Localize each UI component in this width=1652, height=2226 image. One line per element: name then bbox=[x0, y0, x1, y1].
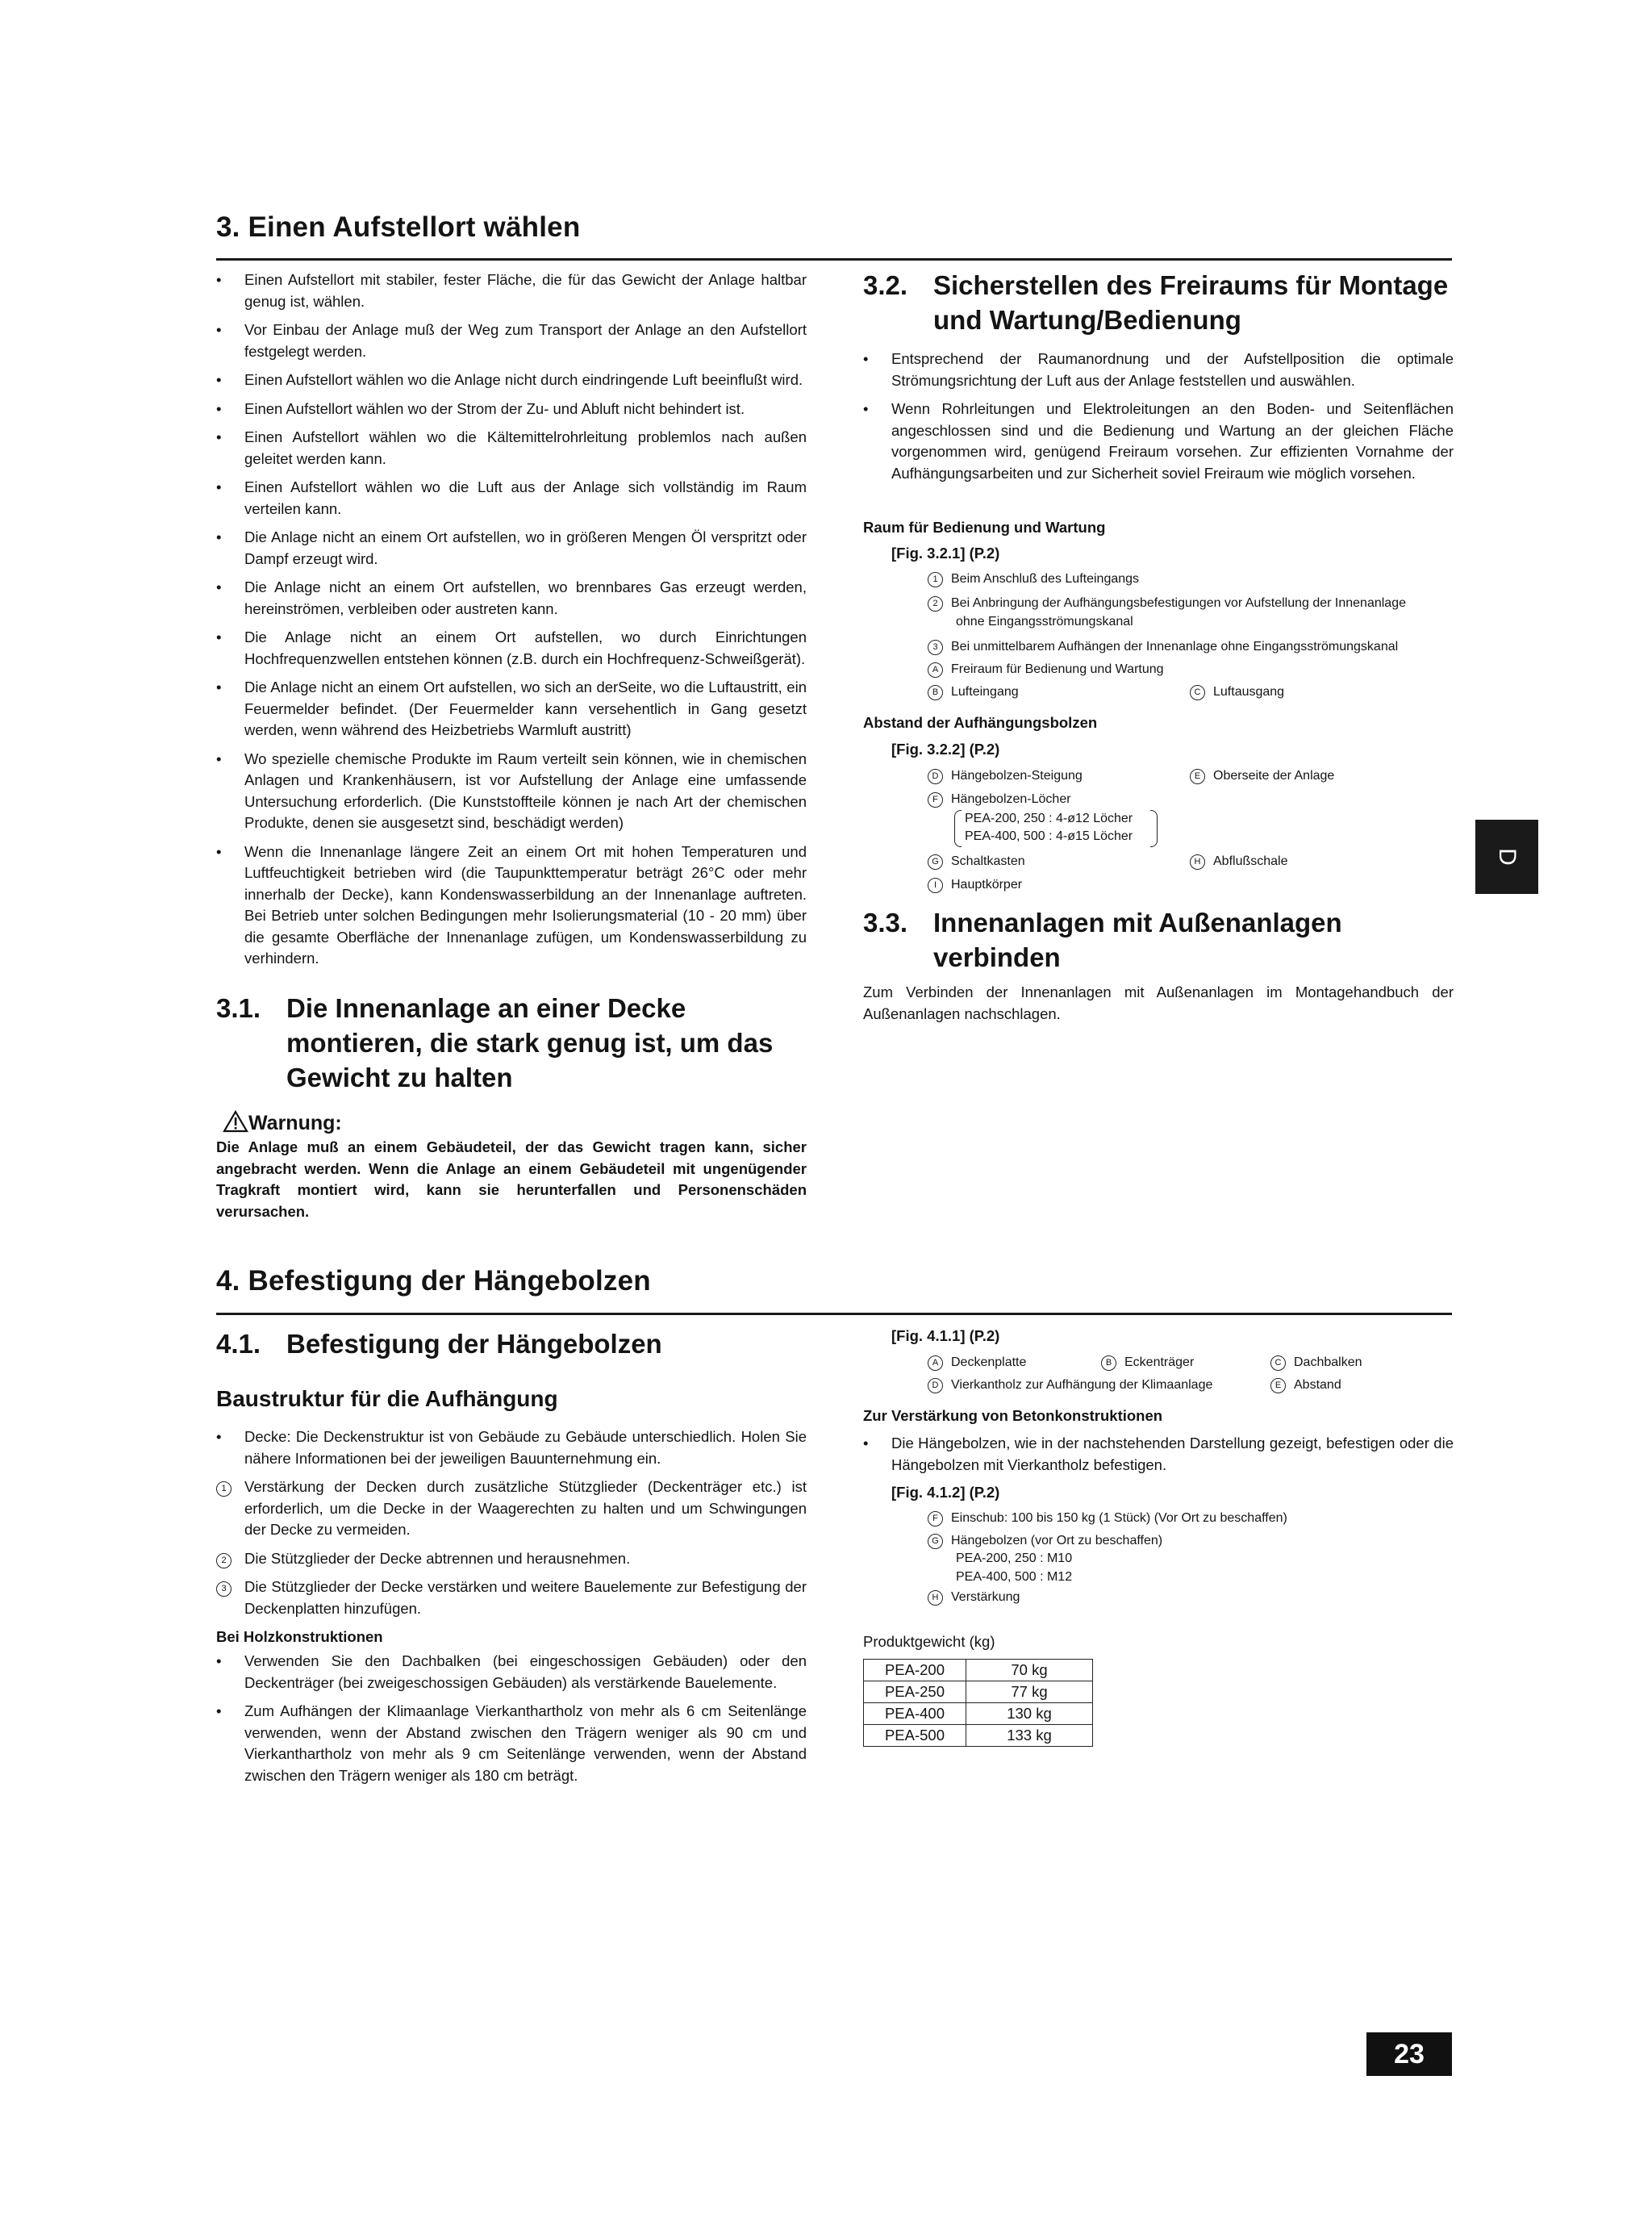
legend-item: B Eckenträger bbox=[1101, 1354, 1194, 1372]
legend-item: D Vierkantholz zur Aufhängung der Klimaanlage bbox=[928, 1376, 1212, 1394]
circled-marker-icon: F bbox=[928, 792, 943, 808]
list-item: • Wenn die Innenanlage längere Zeit an einem Ort mit hohen Temperaturen und Luftfeuchtigkeit betrieben wird (die Taupunkttemperatur beträgt 26°C oder mehr innerhalb der Decke), kann Kondenswasserbildung an der Innenanlage auftreten. Bei Betrieb unter solchen Bedingungen mehr Isolierungsmaterial (10 - 20 mm) über die gesamte Oberfläche der Innenanlage zufügen, um Kondenswasserbildung zu verhindern. bbox=[216, 842, 807, 967]
section-3-bullet-list bbox=[216, 269, 807, 977]
list-item: • Die Anlage nicht an einem Ort aufstellen, wo in größeren Mengen Öl verspritzt oder Dampf erzeugt wird. bbox=[216, 528, 807, 567]
suspension-structure-heading: Baustruktur für die Aufhängung bbox=[216, 1386, 558, 1411]
legend-item: 3 Bei unmittelbarem Aufhängen der Innenanlage ohne Eingangsströmungskanal bbox=[928, 638, 1398, 656]
list-item: • Einen Aufstellort wählen wo die Anlage nicht durch eindringende Luft beeinflußt wird. bbox=[216, 371, 803, 388]
list-item: 3 Die Stützglieder der Decke verstärken und weitere Bauelemente zur Befestigung der Deckenplatten hinzufügen. bbox=[216, 1577, 807, 1619]
table-row bbox=[864, 1660, 1093, 1681]
list-item: • Wo spezielle chemische Produkte im Raum verteilt sein können, wie in chemischen Anlagen und Krankenhäusern, ist vor Aufstellung der Anlage eine umfassende Untersuchung erforderlich. (Die Kunststoffteile können je nach Art der chemischen Produkte, denen sie ausgesetzt sind, beschädigt werden) bbox=[216, 750, 807, 831]
circled-marker-icon: A bbox=[928, 662, 943, 678]
circled-marker-icon: B bbox=[928, 685, 943, 700]
product-weight-table bbox=[863, 1659, 1093, 1747]
bolt-spec-200-250: PEA-200, 250 : M10 bbox=[956, 1552, 1073, 1565]
warning-block bbox=[216, 1110, 807, 1222]
section-4-1-title: Befestigung der Hängebolzen bbox=[286, 1329, 662, 1359]
language-tab-label: D bbox=[1493, 848, 1521, 866]
circled-marker-icon: A bbox=[928, 1355, 943, 1371]
fig-3-2-2-ref: [Fig. 3.2.2] (P.2) bbox=[891, 741, 1000, 758]
list-item: • Vor Einbau der Anlage muß der Weg zum Transport der Anlage an den Aufstellort festgelegt werden. bbox=[216, 321, 807, 360]
table-row bbox=[864, 1681, 1093, 1703]
warning-heading bbox=[223, 1110, 807, 1135]
section-4-1-number: 4.1. bbox=[216, 1329, 261, 1359]
bolt-spec-400-500: PEA-400, 500 : M12 bbox=[956, 1570, 1073, 1584]
list-item: • Einen Aufstellort wählen wo die Kältemittelrohrleitung problemlos nach außen geleitet werden kann. bbox=[216, 428, 807, 467]
circled-marker-icon: C bbox=[1190, 685, 1205, 700]
section-3-2-heading bbox=[863, 268, 1454, 337]
section-3-1-heading bbox=[216, 991, 808, 1095]
circled-marker-icon: E bbox=[1270, 1378, 1286, 1393]
section-3-2-number: 3.2. bbox=[863, 270, 908, 300]
table-cell-model: PEA-400 bbox=[864, 1703, 966, 1725]
list-item: • Die Anlage nicht an einem Ort aufstellen, wo sich an derSeite, wo die Luftaustritt, ein Feuermelder befindet. (Der Feuermelder kann versehentlich in Gang gesetzt werden, wenn während des Heizbetriebs Warmluft austritt) bbox=[216, 679, 807, 738]
table-cell-model: PEA-250 bbox=[864, 1681, 966, 1703]
hole-spec-400-500: PEA-400, 500 : 4-ø15 Löcher bbox=[965, 829, 1133, 843]
circled-marker-icon: 2 bbox=[928, 596, 943, 612]
table-cell-model: PEA-500 bbox=[864, 1725, 966, 1747]
page-number: 23 bbox=[1366, 2032, 1452, 2076]
list-item: • Entsprechend der Raumanordnung und der Aufstellposition die optimale Strömungsrichtung der Luft aus der Anlage feststellen und auswählen. bbox=[863, 350, 1454, 389]
service-space-subheading: Raum für Bedienung und Wartung bbox=[863, 519, 1106, 536]
circled-number-icon: 2 bbox=[216, 1553, 232, 1568]
legend-item: E Abstand bbox=[1270, 1376, 1341, 1394]
section-3-2-bullet-list bbox=[863, 349, 1454, 491]
list-item: • Einen Aufstellort mit stabiler, fester Fläche, die für das Gewicht der Anlage haltbar genug ist, wählen. bbox=[216, 271, 807, 310]
legend-item: F Hängebolzen-Löcher bbox=[928, 791, 1071, 808]
legend-item: C Dachbalken bbox=[1270, 1354, 1362, 1372]
circled-marker-icon: 1 bbox=[928, 572, 943, 587]
wood-construction-subheading: Bei Holzkonstruktionen bbox=[216, 1628, 383, 1645]
circled-marker-icon: C bbox=[1270, 1355, 1286, 1371]
circled-number-icon: 3 bbox=[216, 1581, 232, 1597]
concrete-reinforcement-subheading: Zur Verstärkung von Betonkonstruktionen bbox=[863, 1407, 1163, 1424]
section-3-1-title: Die Innenanlage an einer Decke montieren, die stark genug ist, um das Gewicht zu halten bbox=[286, 993, 774, 1092]
legend-item: G Schaltkasten bbox=[928, 853, 1025, 871]
section-3-3-title: Innenanlagen mit Außenanlagen verbinden bbox=[933, 908, 1342, 972]
list-item: • Zum Aufhängen der Klimaanlage Vierkanthartholz von mehr als 6 cm Seitenlänge verwenden, wenn der Abstand zwischen den Trägern weniger als 90 cm und Vierkanthartholz von mehr als 9 cm Seitenlänge verwenden, wenn der Abstand zwischen den Trägern weniger als 180 cm beträgt. bbox=[216, 1702, 807, 1784]
list-item: 1 Verstärkung der Decken durch zusätzliche Stützglieder (Deckenträger etc.) ist erforderlich, um die Decke in der Waagerechten zu halten und um Schwingungen der Decke zu vermeiden. bbox=[216, 1476, 807, 1541]
table-cell-model: PEA-200 bbox=[864, 1660, 966, 1681]
list-item: • Einen Aufstellort wählen wo der Strom der Zu- und Abluft nicht behindert ist. bbox=[216, 399, 745, 417]
legend-item-continuation: ohne Eingangsströmungskanal bbox=[956, 615, 1133, 629]
legend-item: B Lufteingang bbox=[928, 683, 1019, 701]
circled-marker-icon: G bbox=[928, 854, 943, 870]
legend-item: D Hängebolzen-Steigung bbox=[928, 767, 1083, 785]
product-weight-title: Produktgewicht (kg) bbox=[863, 1633, 995, 1650]
circled-marker-icon: B bbox=[1101, 1355, 1116, 1371]
legend-item: H Verstärkung bbox=[928, 1589, 1020, 1606]
section-3-1-number: 3.1. bbox=[216, 993, 261, 1023]
legend-item: 1 Beim Anschluß des Lufteingangs bbox=[928, 570, 1139, 588]
section-3-2-title: Sicherstellen des Freiraums für Montage und Wartung/Bedienung bbox=[933, 270, 1449, 335]
circled-marker-icon: F bbox=[928, 1511, 943, 1526]
section-3-rule bbox=[216, 258, 1452, 261]
table-row bbox=[864, 1703, 1093, 1725]
section-4-rule bbox=[216, 1313, 1452, 1315]
table-cell-weight: 77 kg bbox=[966, 1681, 1093, 1703]
legend-item: H Abflußschale bbox=[1190, 853, 1288, 871]
list-item: • Die Hängebolzen, wie in der nachstehenden Darstellung gezeigt, befestigen oder die Hängebolzen mit Vierkantholz befestigen. bbox=[863, 1435, 1454, 1473]
circled-marker-icon: H bbox=[1190, 854, 1205, 870]
circled-marker-icon: E bbox=[1190, 769, 1205, 784]
list-item: 2 Die Stützglieder der Decke abtrennen und herausnehmen. bbox=[216, 1548, 807, 1570]
bracket-group bbox=[954, 810, 1158, 847]
concrete-list bbox=[863, 1433, 1454, 1483]
circled-marker-icon: 3 bbox=[928, 640, 943, 655]
list-item: • Die Anlage nicht an einem Ort aufstellen, wo durch Einrichtungen Hochfrequenzwellen entstehen können (z.B. durch ein Hochfrequenz-Schweißgerät). bbox=[216, 629, 807, 667]
list-item: • Verwenden Sie den Dachbalken (bei eingeschossigen Gebäuden) oder den Deckenträger (bei zweigeschossigen Gebäuden) als verstärkende Bauelemente. bbox=[216, 1652, 807, 1691]
fig-4-1-2-ref: [Fig. 4.1.2] (P.2) bbox=[891, 1484, 1000, 1501]
warning-label: Warnung: bbox=[248, 1112, 342, 1134]
section-3-title: 3. Einen Aufstellort wählen bbox=[216, 211, 581, 243]
list-item: • Die Anlage nicht an einem Ort aufstellen, wo brennbares Gas erzeugt werden, hereinströmen, verbleiben oder austreten kann. bbox=[216, 578, 807, 617]
section-3-3-heading bbox=[863, 905, 1454, 975]
legend-item: A Deckenplatte bbox=[928, 1354, 1026, 1372]
circled-marker-icon: D bbox=[928, 769, 943, 784]
warning-triangle-icon bbox=[223, 1110, 248, 1133]
warning-text: Die Anlage muß an einem Gebäudeteil, der das Gewicht tragen kann, sicher angebracht werden. Wenn die Anlage an einem Gebäudeteil mit ungenügender Tragkraft montiert wird, kann sie herunterfallen und Personenschäden verursachen. bbox=[216, 1138, 807, 1220]
table-cell-weight: 70 kg bbox=[966, 1660, 1093, 1681]
circled-marker-icon: I bbox=[928, 878, 943, 893]
circled-marker-icon: D bbox=[928, 1378, 943, 1393]
circled-marker-icon: G bbox=[928, 1534, 943, 1549]
list-item: • Wenn Rohrleitungen und Elektroleitungen an den Boden- und Seitenflächen angeschlossen sind und die Bedienung und Wartung an der gleichen Fläche vorgenommen wird, genügend Freiraum vorsehen. Zur effizienten Vornahme der Aufhängungsarbeiten und zur Sicherheit soviel Freiraum wie möglich vorsehen. bbox=[863, 400, 1454, 482]
circled-number-icon: 1 bbox=[216, 1481, 232, 1497]
legend-item: G Hängebolzen (vor Ort zu beschaffen) bbox=[928, 1532, 1162, 1550]
fig-3-2-1-ref: [Fig. 3.2.1] (P.2) bbox=[891, 545, 1000, 562]
circled-marker-icon: H bbox=[928, 1590, 943, 1606]
section-4-1-heading bbox=[216, 1326, 808, 1361]
legend-item: A Freiraum für Bedienung und Wartung bbox=[928, 661, 1164, 679]
legend-item: C Luftausgang bbox=[1190, 683, 1284, 701]
list-item: • Decke: Die Deckenstruktur ist von Gebäude zu Gebäude unterschiedlich. Holen Sie nähere Informationen bei der jeweiligen Bauunternehmung ein. bbox=[216, 1428, 807, 1467]
table-cell-weight: 133 kg bbox=[966, 1725, 1093, 1747]
bolt-spacing-subheading: Abstand der Aufhängungsbolzen bbox=[863, 714, 1098, 731]
section-3-3-number: 3.3. bbox=[863, 908, 908, 938]
section-3-3-text: Zum Verbinden der Innenanlagen mit Außenanlagen im Montagehandbuch der Außenanlagen nachschlagen. bbox=[863, 984, 1454, 1022]
section-4-title: 4. Befestigung der Hängebolzen bbox=[216, 1265, 651, 1297]
language-tab bbox=[1475, 820, 1538, 894]
legend-item: E Oberseite der Anlage bbox=[1190, 767, 1334, 785]
fig-4-1-1-ref: [Fig. 4.1.1] (P.2) bbox=[891, 1327, 1000, 1344]
list-item: • Einen Aufstellort wählen wo die Luft aus der Anlage sich vollständig im Raum verteilen kann. bbox=[216, 478, 807, 517]
table-cell-weight: 130 kg bbox=[966, 1703, 1093, 1725]
table-row bbox=[864, 1725, 1093, 1747]
legend-item: F Einschub: 100 bis 150 kg (1 Stück) (Vor Ort zu beschaffen) bbox=[928, 1510, 1287, 1527]
legend-item: 2 Bei Anbringung der Aufhängungsbefestigungen vor Aufstellung der Innenanlage bbox=[928, 595, 1406, 612]
hole-spec-200-250: PEA-200, 250 : 4-ø12 Löcher bbox=[965, 812, 1133, 825]
section-4-1-list bbox=[216, 1426, 807, 1794]
legend-item: I Hauptkörper bbox=[928, 876, 1022, 894]
